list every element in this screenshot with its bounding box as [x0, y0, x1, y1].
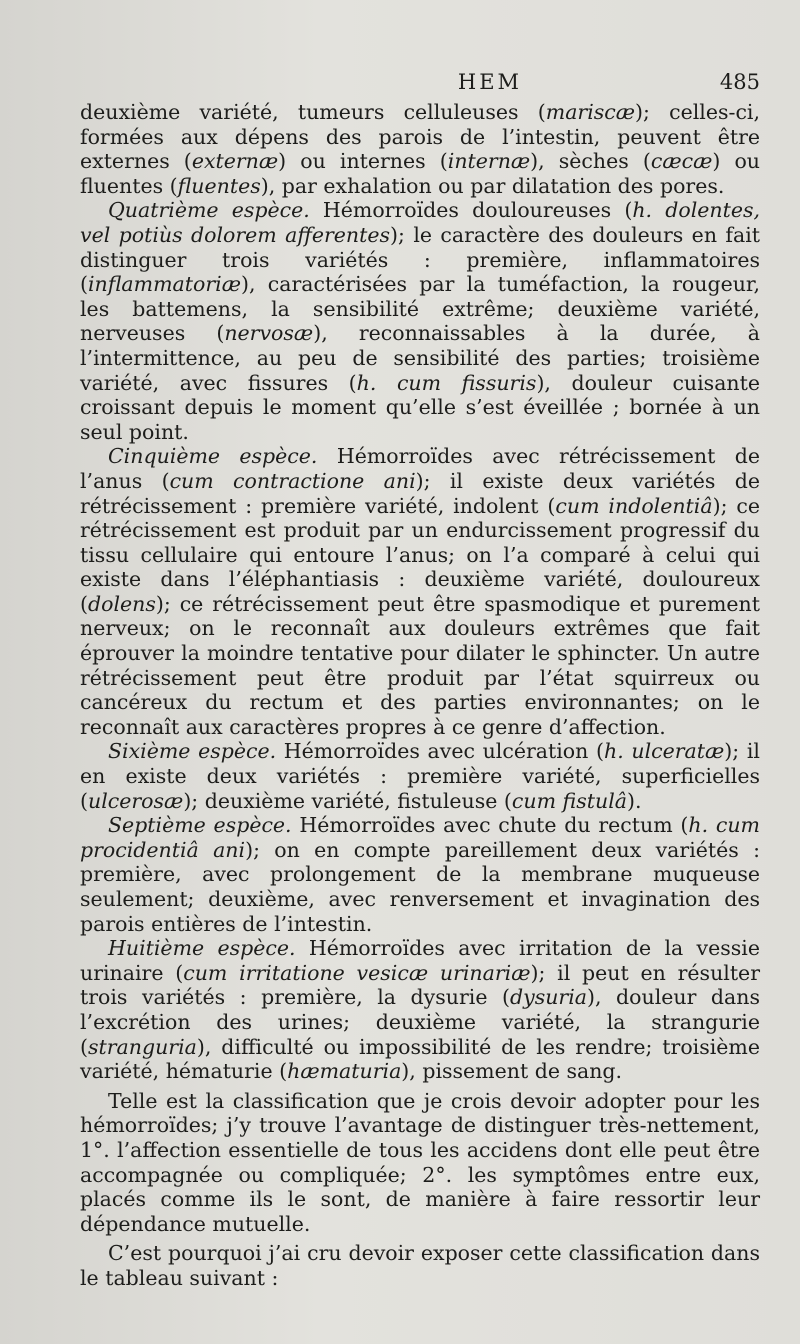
- paragraph-classification: [80, 1089, 760, 1237]
- paragraph-continuation: [80, 100, 760, 198]
- italic-text: stranguria: [88, 1034, 197, 1059]
- italic-text: Sixième espèce.: [108, 739, 277, 764]
- italic-text: hæmaturia: [287, 1059, 402, 1084]
- text-run: ) ou internes (: [278, 149, 448, 174]
- text-run: ), douleur dans l’excrétion des urines; deuxième variété, la strangurie (: [80, 985, 760, 1059]
- italic-text: cum indolentiâ: [555, 493, 713, 518]
- italic-text: internæ: [447, 149, 531, 174]
- text-run: Hémorroïdes avec ulcération (: [276, 739, 604, 764]
- text-run: ); on en compte pareillement deux variétés : première, avec prolongement de la membrane muqueuse seulement; deuxième, avec renversement et invagination des parois entières de l’intestin.: [80, 837, 760, 936]
- text-run: ); le caractère des douleurs en fait distinguer trois variétés : première, inflammatoires (: [80, 222, 760, 297]
- running-head: HEM: [457, 70, 523, 94]
- text-run: ); il en existe deux variétés : première variété, superficielles (: [80, 739, 760, 813]
- italic-text: Huitième espèce.: [108, 936, 296, 961]
- text-run: ), sèches (: [530, 149, 651, 174]
- paragraph-septieme-espece: [80, 813, 760, 936]
- italic-text: h. dolentes, vel potiùs dolorem afferentes: [80, 198, 761, 247]
- paragraph-quatrieme-espece: [80, 198, 760, 444]
- text-run: ); il existe deux variétés de rétrécissement : première variété, indolent (: [80, 468, 760, 518]
- italic-text: h. ulceratæ: [604, 739, 725, 764]
- text-run: ), pissement de sang.: [401, 1059, 623, 1084]
- text-run: ); ce rétrécissement peut être spasmodique et purement nerveux; on le reconnaît aux douleurs extrêmes que fait éprouver la moindre tentative pour dilater le sphincter. Un autre rétrécissement peut être produit par l’état squirreux ou cancéreux du rectum et des parties environnantes; on le reconnaît aux caractères propres à ce genre d’affection.: [80, 591, 760, 739]
- body-text: [80, 100, 760, 1291]
- page-number: 485: [719, 70, 760, 94]
- paragraph-huitieme-espece: [80, 936, 760, 1084]
- italic-text: h. cum fissuris: [356, 370, 537, 395]
- text-run: Hémorroïdes douloureuses (: [309, 198, 633, 223]
- italic-text: nervosæ: [224, 321, 314, 346]
- italic-text: cum fistulâ: [511, 788, 627, 813]
- page-header: [80, 70, 760, 100]
- text-run: C’est pourquoi j’ai cru devoir exposer cette classification dans le tableau suivant :: [80, 1241, 760, 1290]
- italic-text: mariscæ: [545, 100, 636, 124]
- text-run: Hémorroïdes avec rétrécissement de l’anus (: [80, 444, 760, 493]
- text-run: ); deuxième variété, fistuleuse (: [183, 788, 512, 813]
- italic-text: fluentes: [177, 173, 261, 198]
- italic-text: Cinquième espèce.: [108, 444, 318, 469]
- italic-text: inflammatoriæ: [88, 272, 241, 297]
- text-run: ), caractérisées par la tuméfaction, la rougeur, les battemens, la sensibilité extrême; deuxième variété, nerveuses (: [80, 272, 760, 346]
- italic-text: dolens: [88, 591, 156, 616]
- text-run: ) ou fluentes (: [80, 149, 760, 198]
- paragraph-cinquieme-espece: [80, 444, 760, 739]
- paragraph-sixieme-espece: [80, 739, 760, 813]
- text-run: Hémorroïdes avec irritation de la vessie urinaire (: [80, 936, 760, 985]
- text-run: Hémorroïdes avec chute du rectum (: [291, 813, 689, 838]
- text-run: deuxième variété, tumeurs celluleuses (: [80, 100, 546, 124]
- text-run: ); ce rétrécissement est produit par un endurcissement progressif du tissu cellulaire qui entoure l’anus; on l’a comparé à celui qui existe dans l’éléphantiasis : deuxième variété, douloureux (: [80, 493, 761, 616]
- text-run: ), par exhalation ou par dilatation des pores.: [260, 173, 725, 198]
- italic-text: ulcerosæ: [88, 788, 184, 813]
- italic-text: cum irritatione vesicæ urinariæ: [183, 960, 531, 985]
- paragraph-tableau: [80, 1241, 760, 1290]
- italic-text: dysuria: [510, 985, 588, 1010]
- text-run: ).: [626, 788, 642, 813]
- text-run: ), reconnaissables à la durée, à l’intermittence, au peu de sensibilité des parties; troisième variété, avec fissures (: [80, 321, 760, 395]
- italic-text: externæ: [191, 149, 279, 174]
- text-run: ), difficulté ou impossibilité de les rendre; troisième variété, hématurie (: [80, 1034, 760, 1084]
- text-run: ); il peut en résulter trois variétés : première, la dysurie (: [80, 960, 760, 1010]
- italic-text: cum contractione ani: [169, 468, 416, 493]
- italic-text: cæcæ: [650, 149, 713, 174]
- italic-text: h. cum procidentiâ ani: [80, 813, 760, 862]
- text-run: ), douleur cuisante croissant depuis le moment qu’elle s’est éveillée ; bornée à un seul point.: [80, 370, 760, 444]
- text-run: ); celles-ci, formées aux dépens des parois de l’intestin, peuvent être externes (: [80, 100, 761, 174]
- text-run: Telle est la classification que je crois devoir adopter pour les hémorroïdes; j’y trouve l’avantage de distinguer très-nettement, 1°. l’affection essentielle de tous les accidens dont elle peut être accompagnée ou compliquée; 2°. les symptômes entre eux, placés comme ils le sont, de manière à faire ressortir leur dépendance mutuelle.: [80, 1088, 760, 1236]
- italic-text: Quatrième espèce.: [108, 198, 310, 223]
- italic-text: Septième espèce.: [108, 813, 292, 838]
